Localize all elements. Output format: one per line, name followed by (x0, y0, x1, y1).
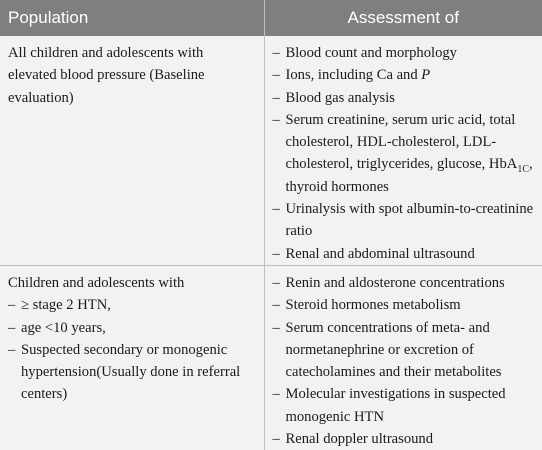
dash-bullet: – (272, 45, 280, 61)
population-intro: Children and adolescents with (8, 274, 185, 291)
population-cell (0, 36, 264, 265)
dash-bullet: – (272, 319, 280, 336)
list-item-text: Molecular investigations in suspected monogenic HTN (285, 386, 506, 425)
list-item (273, 198, 535, 243)
dash-bullet: – (272, 386, 280, 403)
table-row (0, 36, 542, 265)
assessment-cell (264, 265, 542, 450)
list-item-text: Renal and abdominal ultrasound (285, 245, 475, 262)
list-item (8, 317, 256, 339)
dash-bullet: – (8, 297, 16, 314)
assessment-list (273, 272, 535, 450)
list-item-text: Blood count and morphology (285, 45, 457, 61)
assessment-cell (264, 36, 542, 265)
list-item (273, 109, 535, 198)
list-item (273, 243, 535, 265)
dash-bullet: – (272, 111, 280, 128)
dash-bullet: – (272, 67, 280, 84)
list-item (273, 42, 535, 64)
list-item-text: Steroid hormones metabolism (285, 297, 461, 314)
list-item-text: ≥ stage 2 HTN, (21, 297, 111, 314)
dash-bullet: – (8, 341, 16, 358)
list-item (273, 294, 535, 316)
header-population: Population (0, 0, 264, 36)
list-item (8, 339, 256, 406)
list-item-text: Renal doppler ultrasound (285, 431, 434, 448)
list-item-text: Renin and aldosterone concentrations (285, 274, 505, 291)
population-text: All children and adolescents with elevated blood pressure (Baseline evaluation) (8, 45, 205, 106)
list-item-text: Serum concentrations of meta- and normetanephrine or excretion of catecholamines and their metabolites (285, 319, 502, 381)
list-item (273, 383, 535, 428)
population-cell (0, 265, 264, 450)
list-item-text: Blood gas analysis (285, 89, 395, 106)
list-item-text: Urinalysis with spot albumin-to-creatinine ratio (285, 201, 534, 240)
dash-bullet: – (272, 201, 280, 218)
list-item (273, 317, 535, 384)
dash-bullet: – (272, 274, 280, 291)
list-item-text: age <10 years, (21, 319, 106, 336)
list-item (273, 428, 535, 450)
dash-bullet: – (272, 245, 280, 262)
population-criteria-list (8, 294, 256, 405)
header-assessment: Assessment of (264, 0, 542, 36)
dash-bullet: – (272, 89, 280, 106)
table-header-row (0, 0, 542, 36)
list-item-text: Suspected secondary or monogenic hypertension(Usually done in referral centers) (21, 341, 241, 403)
list-item (8, 294, 256, 316)
list-item (273, 64, 535, 86)
list-item (273, 87, 535, 109)
assessment-list (273, 42, 535, 265)
table-row (0, 265, 542, 450)
list-item-text: Ions, including Ca and P (285, 67, 431, 84)
list-item-text: Serum creatinine, serum uric acid, total cholesterol, HDL-cholesterol, LDL-cholesterol, triglycerides, glucose, HbA$_{1C}$, thyroid hormones (285, 111, 533, 195)
dash-bullet: – (272, 431, 280, 448)
list-item (273, 272, 535, 294)
dash-bullet: – (272, 297, 280, 314)
dash-bullet: – (8, 319, 16, 336)
